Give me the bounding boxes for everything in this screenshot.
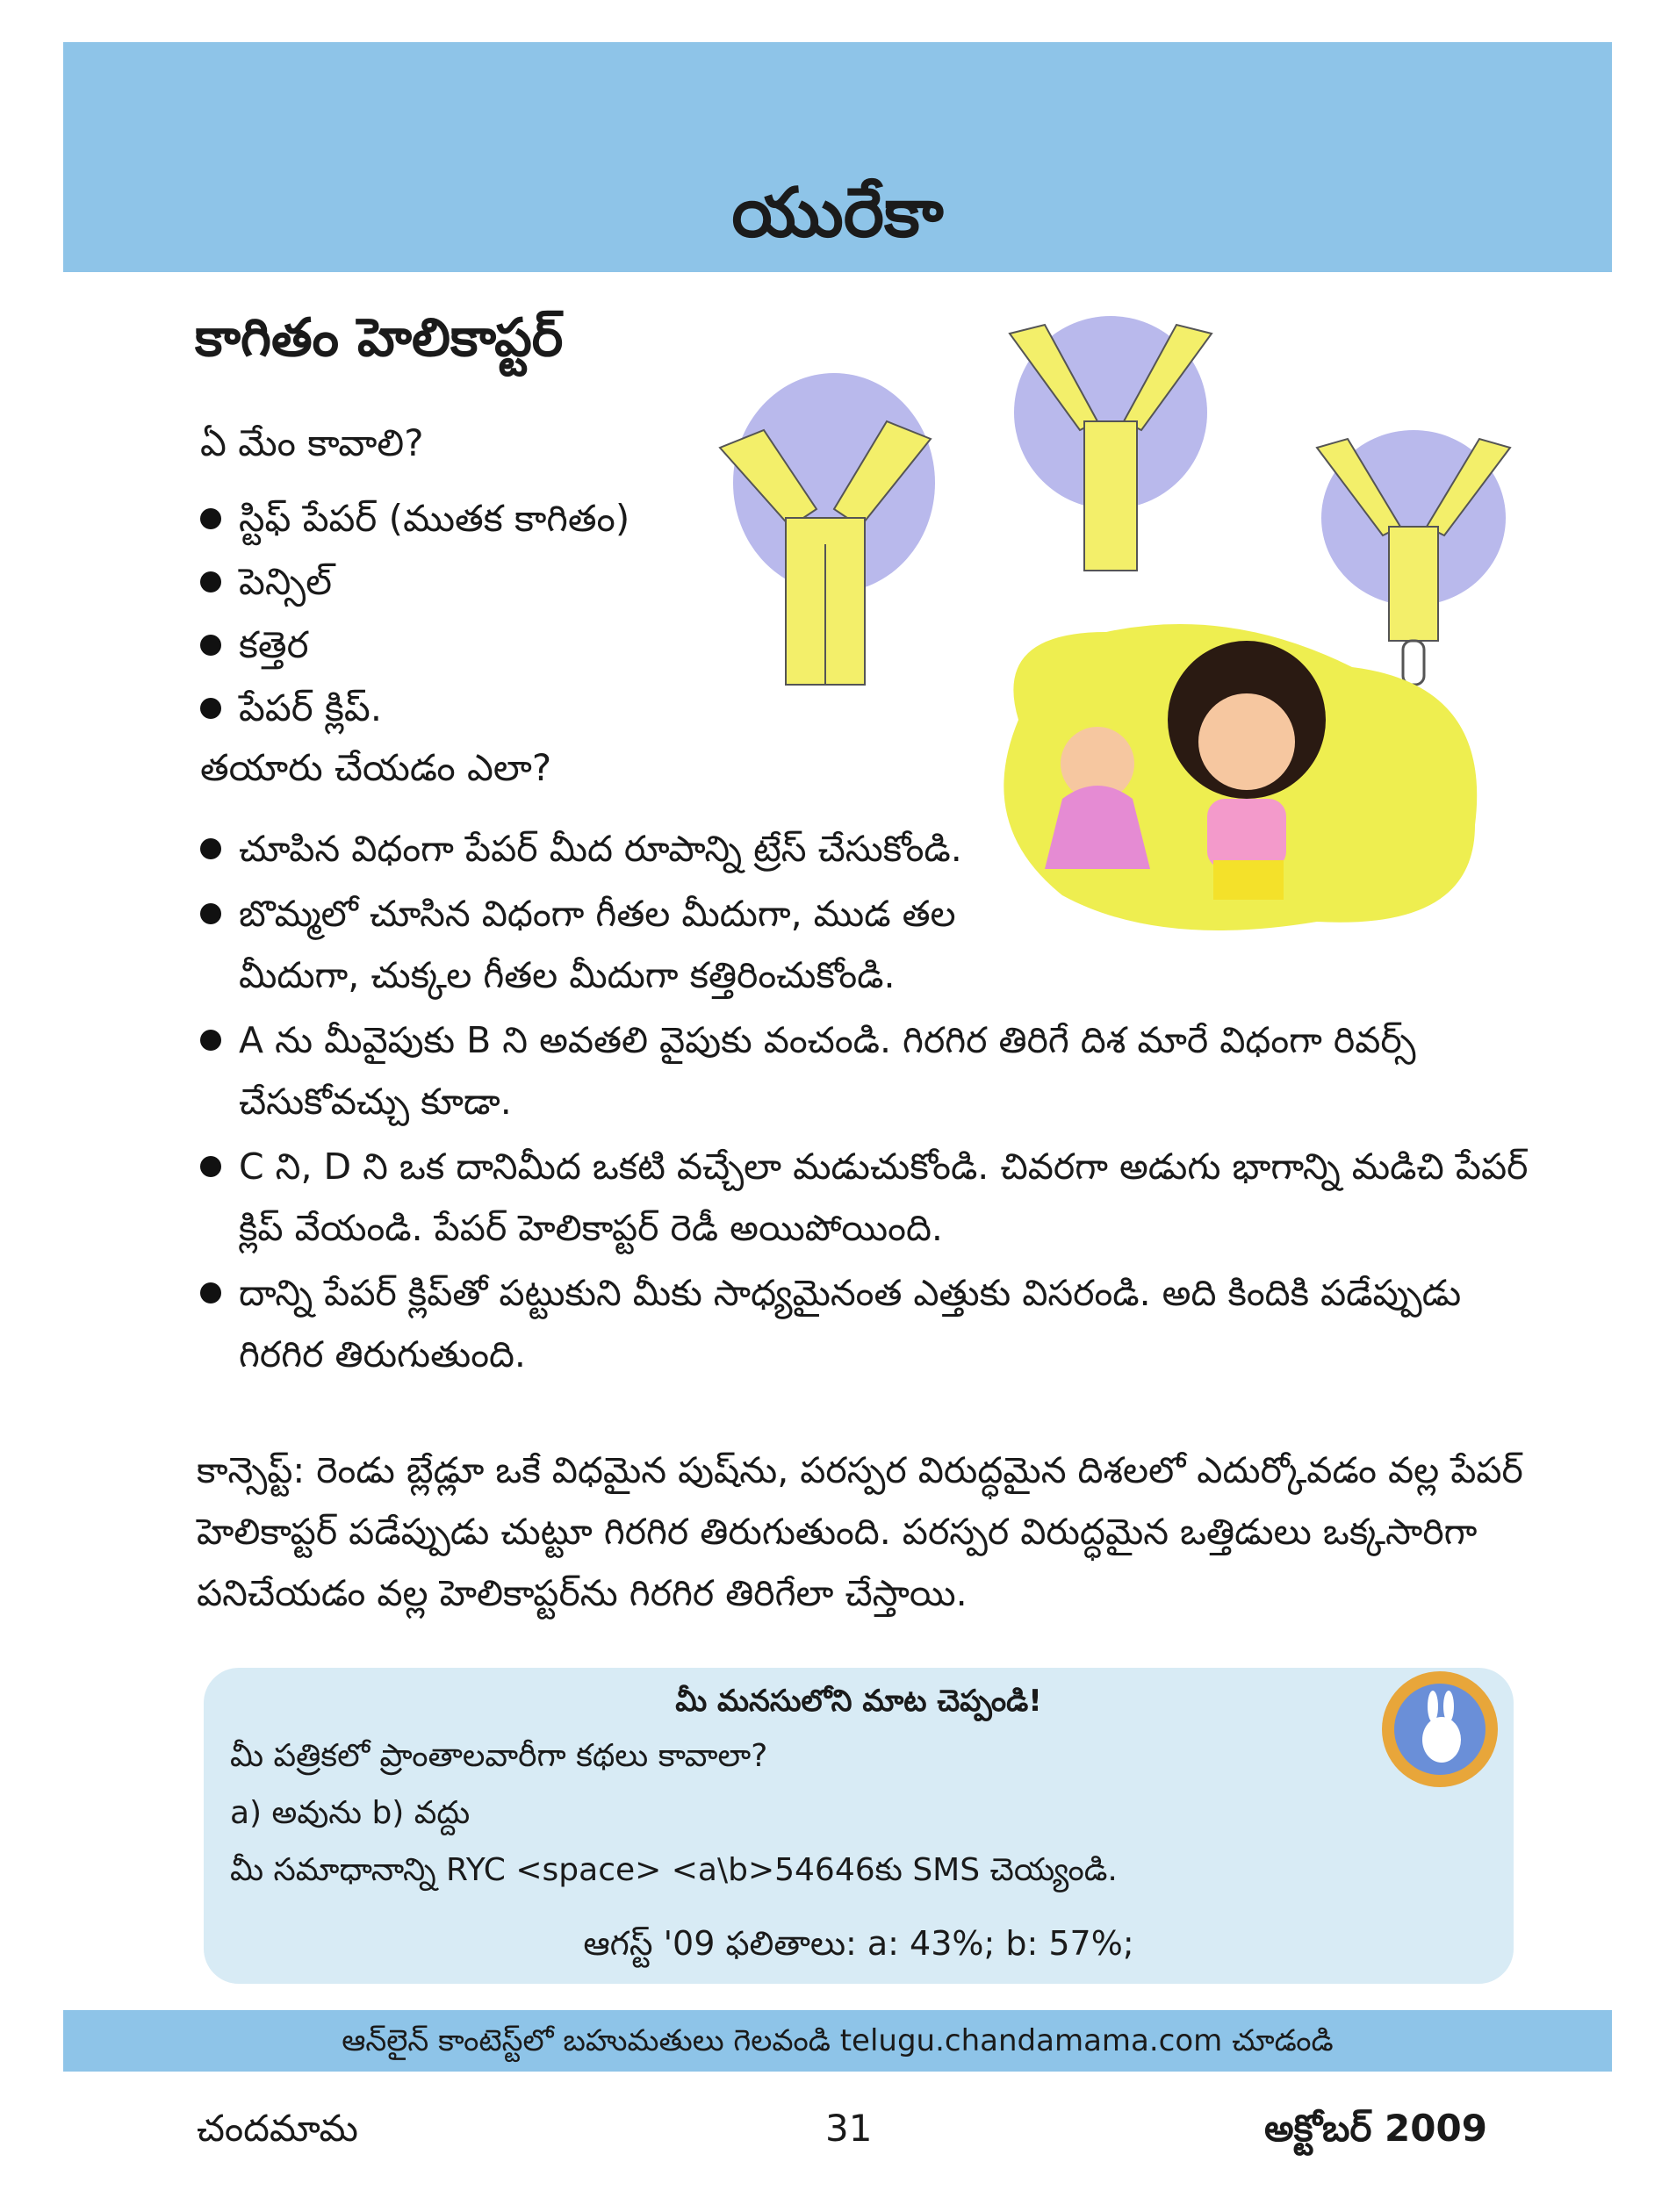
materials-heading: ఏ మేం కావాలి? <box>200 421 424 464</box>
poll-question: మీ పత్రికలో ప్రాంతాలవారీగా కథలు కావాలా? <box>230 1738 768 1774</box>
list-item: పేపర్ క్లిప్. <box>200 677 629 740</box>
bullet-icon <box>200 571 221 592</box>
bullet-icon <box>200 698 221 719</box>
bullet-icon <box>200 508 221 529</box>
materials-list <box>200 487 629 740</box>
article-title: కాగితం హెలికాప్టర్ <box>195 307 564 369</box>
rabbit-ear-right <box>1443 1691 1454 1722</box>
list-item: C ని, D ని ఒక దానిమీద ఒకటి వచ్చేలా మడుచుకోండి. చివరగా అడుగు భాగాన్ని మడిచి పేపర్ క్లిప్ వేయండి. పేపర్ హెలికాప్టర్ రెడీ అయిపోయింది. <box>200 1136 1535 1259</box>
issue-date: అక్టోబర్ 2009 <box>1264 2107 1487 2150</box>
poll-sms-instruction: మీ సమాధానాన్ని RYC <space> <a\b>54646కు SMS చెయ్యండి. <box>230 1852 1118 1888</box>
bullet-icon <box>200 1030 221 1051</box>
rabbit-body <box>1422 1717 1461 1763</box>
rabbit-ear-left <box>1428 1691 1438 1722</box>
list-item: స్టిఫ్ పేపర్ (ముతక కాగితం) <box>200 487 629 550</box>
list-item: కత్తెర <box>200 614 629 677</box>
poll-heading: మీ మనసులోని మాట చెప్పండి! <box>675 1684 1042 1719</box>
list-item: పెన్సిల్ <box>200 550 629 614</box>
page-number: 31 <box>825 2107 873 2150</box>
poll-box <box>204 1668 1514 1984</box>
method-heading: తయారు చేయడం ఎలా? <box>200 746 552 789</box>
footer-banner: ఆన్‌లైన్ కాంటెస్ట్‌లో బహుమతులు గెలవండి telugu.chandamama.com చూడండి <box>63 2010 1612 2072</box>
list-item: చూపిన విధంగా పేపర్ మీద రూపాన్ని ట్రేస్ చేసుకోండి. <box>200 818 1011 880</box>
poll-results: ఆగస్ట్ '09 ఫలితాలు: a: 43%; b: 57%; <box>583 1924 1134 1963</box>
list-item: A ను మీవైపుకు B ని అవతలి వైపుకు వంచండి. గిరగిర తిరిగే దిశ మారే విధంగా రివర్స్ చేసుకోవచ్చు కూడా. <box>200 1009 1535 1132</box>
body-strip <box>1084 421 1137 571</box>
bullet-icon <box>200 635 221 656</box>
bullet-icon <box>200 838 221 859</box>
header-band <box>63 42 1612 272</box>
helicopter-folded-illustration <box>1001 316 1220 579</box>
boy-shirt <box>1207 799 1286 869</box>
list-item: దాన్ని పేపర్ క్లిప్‌తో పట్టుకుని మీకు సాధ్యమైనంత ఎత్తుకు విసరండి. అది కిందికి పడేప్పుడు గిరగిర తిరుగుతుంది. <box>200 1262 1535 1385</box>
concept-paragraph: కాన్సెప్ట్: రెండు బ్లేడ్లూ ఒకే విధమైన పుష్‌ను, పరస్పర విరుద్ధమైన దిశలలో ఎదుర్కోవడం వల్ల పేపర్ హెలికాప్టర్ పడేప్పుడు చుట్టూ గిరగిర తిరుగుతుంది. పరస్పర విరుద్ధమైన ఒత్తిడులు ఒక్కసారిగా పనిచేయడం వల్ల హెలికాప్టర్‌ను గిరగిర తిరిగేలా చేస్తాయి. <box>197 1449 1523 1614</box>
list-item: బొమ్మలో చూసిన విధంగా గీతల మీదుగా, ముడ తల మీదుగా, చుక్కల గీతల మీదుగా కత్తిరించుకోండి. <box>200 883 1011 1006</box>
bullet-icon <box>200 903 221 924</box>
boy-shorts <box>1213 860 1284 900</box>
poll-options: a) అవును b) వద్దు <box>230 1795 471 1831</box>
moon-rabbit-icon <box>1378 1668 1501 1791</box>
page-title: యురేకా <box>731 174 944 253</box>
boy-face <box>1198 693 1295 790</box>
magazine-name: చందమామ <box>197 2107 358 2150</box>
bullet-icon <box>200 1156 221 1177</box>
bullet-icon <box>200 1282 221 1304</box>
helicopter-template-illustration <box>702 307 957 702</box>
children-illustration <box>983 597 1510 948</box>
